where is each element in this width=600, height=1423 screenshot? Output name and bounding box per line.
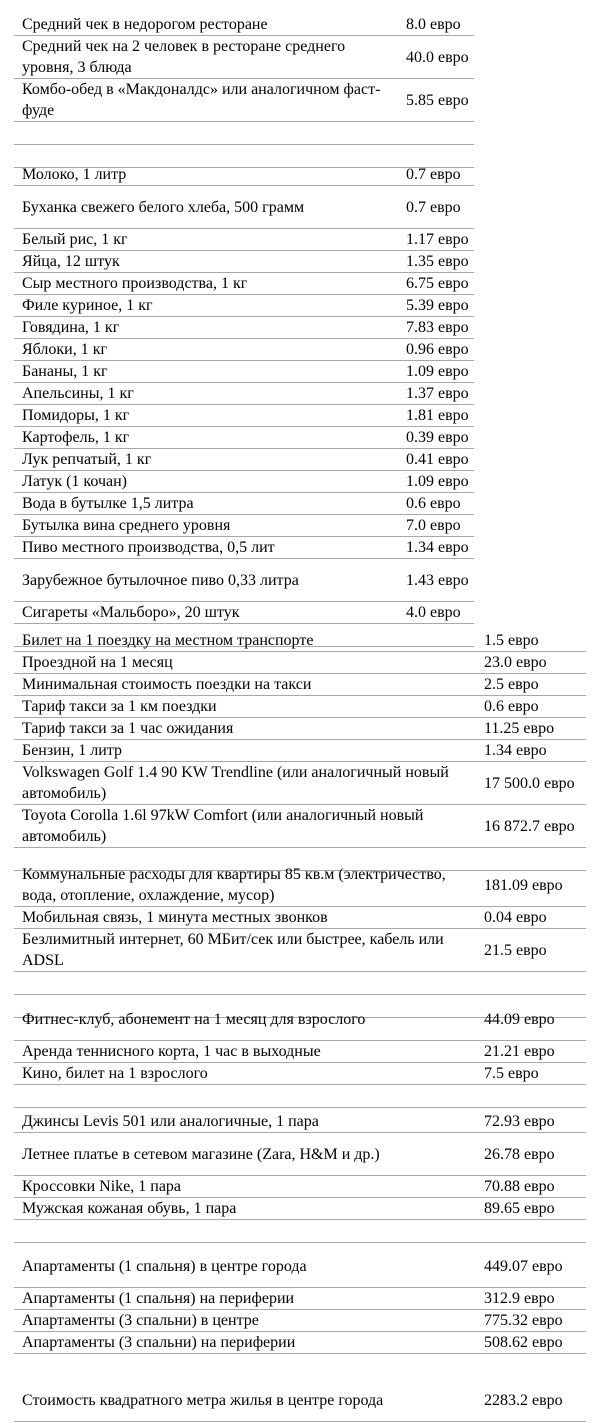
real-estate-table — [14, 1379, 586, 1422]
item-price: 2.5 евро — [476, 674, 586, 696]
item-name: Бензин, 1 литр — [14, 740, 476, 762]
table-row — [14, 674, 586, 696]
item-name: Говядина, 1 кг — [14, 317, 398, 339]
item-price: 312.9 евро — [476, 1288, 586, 1310]
item-price: 449.07 евро — [476, 1245, 586, 1288]
table-row — [14, 1310, 586, 1332]
item-name: Апартаменты (1 спальня) на периферии — [14, 1288, 476, 1310]
item-name: Апельсины, 1 кг — [14, 383, 398, 405]
item-price: 8.0 евро — [398, 14, 474, 36]
table-row — [14, 602, 474, 624]
item-price: 1.37 евро — [398, 383, 474, 405]
item-name: Апартаменты (1 спальня) в центре города — [14, 1245, 476, 1288]
item-name: Зарубежное бутылочное пиво 0,33 литра — [14, 559, 398, 602]
groceries-table — [14, 164, 474, 647]
item-name: Картофель, 1 кг — [14, 427, 398, 449]
item-price: 5.39 евро — [398, 295, 474, 317]
item-price: 508.62 евро — [476, 1332, 586, 1354]
item-price: 0.39 евро — [398, 427, 474, 449]
item-price: 26.78 евро — [476, 1133, 586, 1176]
item-price: 0.41 евро — [398, 449, 474, 471]
item-name: Белый рис, 1 кг — [14, 229, 398, 251]
item-name: Стоимость квадратного метра жилья в центре города — [14, 1379, 476, 1422]
utilities-table — [14, 864, 586, 1018]
table-row — [14, 295, 474, 317]
table-row — [14, 1379, 586, 1422]
item-name: Минимальная стоимость поездки на такси — [14, 674, 476, 696]
table-row — [14, 559, 474, 602]
item-price: 1.09 евро — [398, 471, 474, 493]
table-row — [14, 1063, 586, 1085]
item-name: Тариф такси за 1 час ожидания — [14, 718, 476, 740]
table-row — [14, 1288, 586, 1310]
spacer-row — [14, 122, 474, 145]
table-row — [14, 273, 474, 295]
item-name: Апартаменты (3 спальни) в центре — [14, 1310, 476, 1332]
table-row — [14, 515, 474, 537]
rent-table — [14, 1245, 586, 1354]
item-name: Бутылка вина среднего уровня — [14, 515, 398, 537]
item-price: 1.35 евро — [398, 251, 474, 273]
spacer-row — [14, 1085, 586, 1108]
table-row — [14, 718, 586, 740]
table-row — [14, 998, 586, 1041]
item-price: 0.04 евро — [476, 907, 586, 929]
item-price: 7.83 евро — [398, 317, 474, 339]
table-row — [14, 14, 474, 36]
item-name: Кино, билет на 1 взрослого — [14, 1063, 476, 1085]
clothing-table — [14, 1111, 586, 1243]
leisure-table — [14, 998, 586, 1108]
item-price: 0.7 евро — [398, 164, 474, 186]
table-row — [14, 471, 474, 493]
item-price: 181.09 евро — [476, 864, 586, 907]
item-name: Вода в бутылке 1,5 литра — [14, 493, 398, 515]
table-row — [14, 1133, 586, 1176]
item-name: Латук (1 кочан) — [14, 471, 398, 493]
table-row — [14, 1245, 586, 1288]
item-price: 5.85 евро — [398, 79, 474, 122]
item-name: Проездной на 1 месяц — [14, 652, 476, 674]
transport-table — [14, 630, 586, 871]
table-row — [14, 79, 474, 122]
table-row — [14, 36, 474, 79]
table-row — [14, 383, 474, 405]
item-price: 21.21 евро — [476, 1041, 586, 1063]
table-row — [14, 251, 474, 273]
table-row — [14, 1332, 586, 1354]
restaurants-table — [14, 14, 474, 168]
item-name: Помидоры, 1 кг — [14, 405, 398, 427]
table-row — [14, 696, 586, 718]
item-price: 11.25 евро — [476, 718, 586, 740]
item-name: Средний чек на 2 человек в ресторане среднего уровня, 3 блюда — [14, 36, 398, 79]
item-name: Билет на 1 поездку на местном транспорте — [14, 630, 476, 652]
spacer-row — [14, 1220, 586, 1243]
table-row — [14, 493, 474, 515]
item-price: 6.75 евро — [398, 273, 474, 295]
item-price: 0.6 евро — [476, 696, 586, 718]
table-row — [14, 164, 474, 186]
item-name: Фитнес-клуб, абонемент на 1 месяц для взрослого — [14, 998, 476, 1041]
item-price: 775.32 евро — [476, 1310, 586, 1332]
item-name: Пиво местного производства, 0,5 лит — [14, 537, 398, 559]
item-price: 72.93 евро — [476, 1111, 586, 1133]
item-price: 17 500.0 евро — [476, 762, 586, 805]
table-row — [14, 805, 586, 848]
item-price: 21.5 евро — [476, 929, 586, 972]
item-price: 7.5 евро — [476, 1063, 586, 1085]
item-name: Мужская кожаная обувь, 1 пара — [14, 1198, 476, 1220]
item-name: Лук репчатый, 1 кг — [14, 449, 398, 471]
table-row — [14, 1198, 586, 1220]
table-row — [14, 405, 474, 427]
table-row — [14, 186, 474, 229]
item-name: Бананы, 1 кг — [14, 361, 398, 383]
item-name: Филе куриное, 1 кг — [14, 295, 398, 317]
table-row — [14, 929, 586, 972]
table-row — [14, 537, 474, 559]
item-price: 23.0 евро — [476, 652, 586, 674]
item-price: 0.7 евро — [398, 186, 474, 229]
item-name: Сыр местного производства, 1 кг — [14, 273, 398, 295]
item-name: Комбо-обед в «Макдоналдс» или аналогичном фаст-фуде — [14, 79, 398, 122]
item-price: 16 872.7 евро — [476, 805, 586, 848]
item-name: Мобильная связь, 1 минута местных звонков — [14, 907, 476, 929]
item-name: Яйца, 12 штук — [14, 251, 398, 273]
item-price: 1.5 евро — [476, 630, 586, 652]
item-price: 70.88 евро — [476, 1176, 586, 1198]
item-price: 40.0 евро — [398, 36, 474, 79]
table-row — [14, 1041, 586, 1063]
spacer-row — [14, 972, 586, 995]
item-price: 0.6 евро — [398, 493, 474, 515]
item-price: 1.34 евро — [476, 740, 586, 762]
item-name: Toyota Corolla 1.6l 97kW Comfort (или аналогичный новый автомобиль) — [14, 805, 476, 848]
item-name: Яблоки, 1 кг — [14, 339, 398, 361]
item-name: Апартаменты (3 спальни) на периферии — [14, 1332, 476, 1354]
item-price: 4.0 евро — [398, 602, 474, 624]
item-name: Средний чек в недорогом ресторане — [14, 14, 398, 36]
item-price: 1.17 евро — [398, 229, 474, 251]
item-name: Летнее платье в сетевом магазине (Zara, H&M и др.) — [14, 1133, 476, 1176]
table-row — [14, 907, 586, 929]
item-price: 44.09 евро — [476, 998, 586, 1041]
item-name: Безлимитный интернет, 60 МБит/сек или быстрее, кабель или ADSL — [14, 929, 476, 972]
item-price: 1.34 евро — [398, 537, 474, 559]
table-row — [14, 427, 474, 449]
item-price: 1.81 евро — [398, 405, 474, 427]
item-name: Молоко, 1 литр — [14, 164, 398, 186]
table-row — [14, 361, 474, 383]
item-name: Буханка свежего белого хлеба, 500 грамм — [14, 186, 398, 229]
table-row — [14, 317, 474, 339]
item-name: Тариф такси за 1 км поездки — [14, 696, 476, 718]
table-row — [14, 339, 474, 361]
item-price: 1.09 евро — [398, 361, 474, 383]
table-row — [14, 740, 586, 762]
item-name: Сигареты «Мальборо», 20 штук — [14, 602, 398, 624]
table-row — [14, 229, 474, 251]
table-row — [14, 864, 586, 907]
table-row — [14, 630, 586, 652]
table-row — [14, 1111, 586, 1133]
item-price: 1.43 евро — [398, 559, 474, 602]
item-name: Volkswagen Golf 1.4 90 KW Trendline (или аналогичный новый автомобиль) — [14, 762, 476, 805]
table-row — [14, 1176, 586, 1198]
item-price: 89.65 евро — [476, 1198, 586, 1220]
item-name: Кроссовки Nike, 1 пара — [14, 1176, 476, 1198]
table-row — [14, 449, 474, 471]
item-name: Коммунальные расходы для квартиры 85 кв.м (электричество, вода, отопление, охлаждение, мусор) — [14, 864, 476, 907]
item-price: 0.96 евро — [398, 339, 474, 361]
item-price: 2283.2 евро — [476, 1379, 586, 1422]
item-price: 7.0 евро — [398, 515, 474, 537]
table-row — [14, 762, 586, 805]
item-name: Джинсы Levis 501 или аналогичные, 1 пара — [14, 1111, 476, 1133]
item-name: Аренда теннисного корта, 1 час в выходные — [14, 1041, 476, 1063]
table-row — [14, 652, 586, 674]
